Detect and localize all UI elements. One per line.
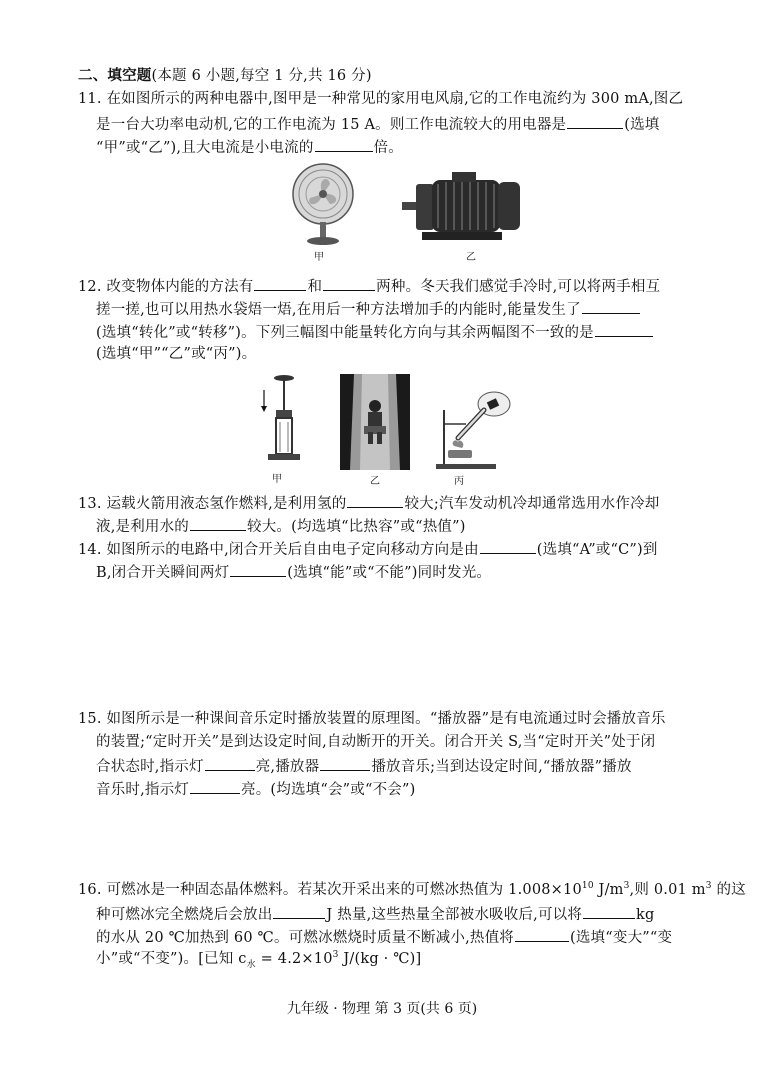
answer-blank[interactable] (582, 298, 640, 314)
q15-line1: 15. 如图所示是一种课间音乐定时播放装置的原理图。“播放器”是有电流通过时会播放音乐 (78, 711, 666, 727)
figure-caption: 乙 (370, 476, 380, 487)
figure-caption: 甲 (314, 252, 324, 263)
q13-line1: 13. 运载火箭用液态氢作燃料,是利用氢的 较大;汽车发动机冷却通常选用水作冷却 (78, 492, 659, 514)
answer-blank[interactable] (595, 321, 653, 337)
q12-line3: (选填“转化”或“转移”)。下列三幅图中能量转化方向与其余两幅图不一致的是 (96, 321, 654, 343)
answer-blank[interactable] (230, 561, 286, 577)
answer-blank[interactable] (205, 755, 255, 771)
fan-figure (288, 162, 358, 248)
figure-caption: 甲 (272, 474, 282, 485)
q12-line2: 搓一搓,也可以用热水袋焐一焐,在用后一种方法增加手的内能时,能量发生了 (96, 298, 641, 320)
answer-blank[interactable] (273, 903, 325, 919)
figure-caption: 乙 (466, 252, 476, 263)
answer-blank[interactable] (320, 755, 370, 771)
q11-line3: “甲”或“乙”),且大电流是小电流的 倍。 (96, 136, 403, 158)
q16-line1: 16. 可燃冰是一种固态晶体燃料。若某次开采出来的可燃冰热值为 $1.008\times 10^{10}$ $J/m^3$,则 0.01 $m^3$ 的这 (78, 881, 746, 898)
q14-line1: 14. 如图所示的电路中,闭合开关后自由电子定向移动方向是由 (选填“A”或“C”)到 (78, 538, 658, 560)
answer-blank[interactable] (190, 515, 246, 531)
section-heading: 二、填空题(本题 6 小题,每空 1 分,共 16 分) (78, 67, 372, 84)
q14-line2: B,闭合开关瞬间两灯 (选填“能”或“不能”)同时发光。 (96, 561, 491, 583)
answer-blank[interactable] (480, 538, 536, 554)
slide-photo-figure (340, 374, 410, 470)
answer-blank[interactable] (515, 926, 569, 942)
q11-line2: 是一台大功率电动机,它的工作电流为 15 A。则工作电流较大的用电器是 (选填 (96, 113, 660, 135)
figure-caption: 丙 (454, 476, 464, 487)
q15-line4: 音乐时,指示灯 亮。(均选填“会”或“不会”) (96, 778, 415, 800)
q16-line3: 的水从 20 ℃加热到 60 ℃。可燃冰燃烧时质量不断减小,热值将 (选填“变大”“变 (96, 926, 672, 948)
q13-line2: 液,是利用水的 较大。(均选填“比热容”或“热值”) (96, 515, 466, 537)
answer-blank[interactable] (254, 275, 306, 291)
q15-line3: 合状态时,指示灯 亮,播放器 播放音乐;当到达设定时间,“播放器”播放 (96, 755, 632, 777)
answer-blank[interactable] (567, 113, 623, 129)
q16-line4: 小”或“不变”)。[已知 $c_水 = 4.2\times 10^3$ J/(kg · ℃)] (96, 950, 422, 970)
q11-line1: 11. 在如图所示的两种电器中,图甲是一种常见的家用电风扇,它的工作电流约为 300 mA,图乙 (78, 91, 684, 107)
page-footer: 九年级 · 物理 第 3 页(共 6 页) (286, 1001, 478, 1017)
motor-figure (402, 170, 526, 246)
answer-blank[interactable] (583, 903, 635, 919)
test-tube-figure (436, 388, 514, 470)
answer-blank[interactable] (315, 136, 373, 152)
q15-line2: 的装置;“定时开关”是到达设定时间,自动断开的开关。闭合开关 S,当“定时开关”处于闭 (96, 734, 656, 750)
q12-line4: (选填“甲”“乙”或“丙”)。 (96, 346, 257, 362)
q16-line2: 种可燃冰完全燃烧后会放出 J 热量,这些热量全部被水吸收后,可以将 kg (96, 903, 655, 925)
piston-cylinder-figure (254, 370, 304, 468)
answer-blank[interactable] (323, 275, 375, 291)
answer-blank[interactable] (347, 492, 403, 508)
answer-blank[interactable] (190, 778, 240, 794)
q12-line1: 12. 改变物体内能的方法有 和 两种。冬天我们感觉手冷时,可以将两手相互 (78, 275, 660, 297)
